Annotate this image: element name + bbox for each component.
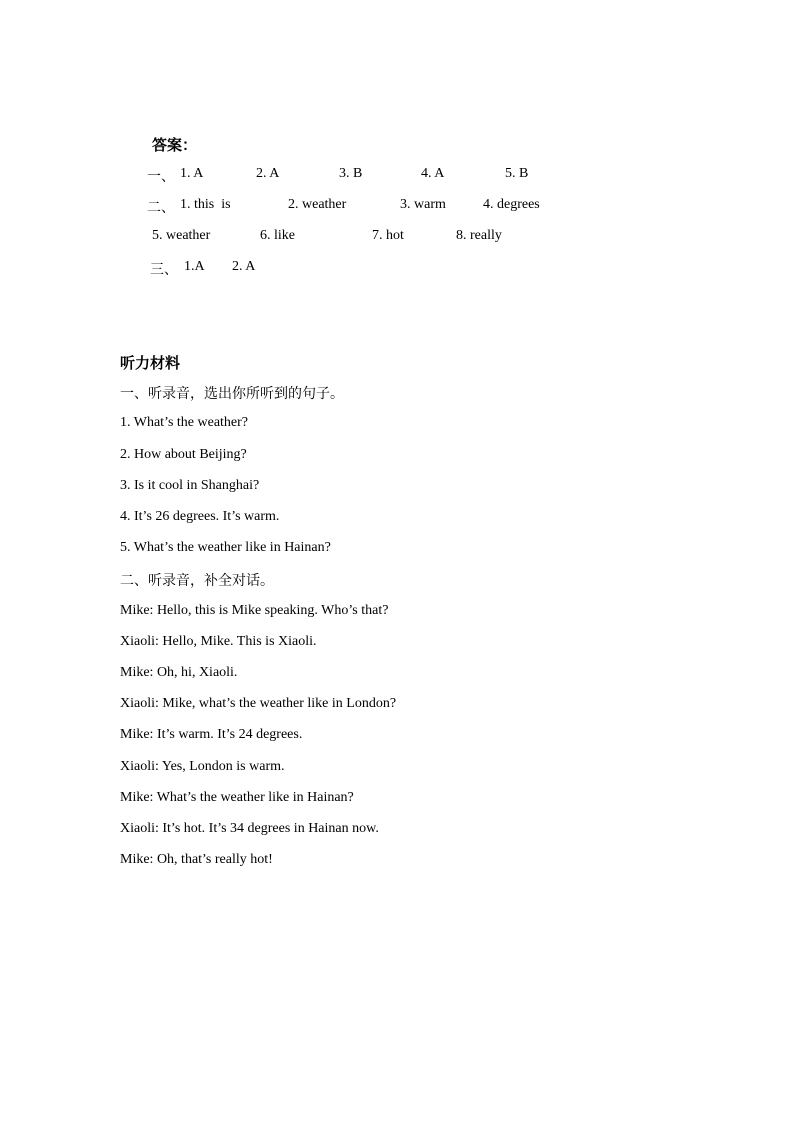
part1-line: 4. It’s 26 degrees. It’s warm. xyxy=(120,509,280,524)
dialogue-line: Mike: Oh, hi, Xiaoli. xyxy=(120,665,238,680)
answer-row-1-prefix: 一、 xyxy=(147,169,175,185)
part1-line: 1. What’s the weather? xyxy=(120,415,249,430)
answer-item: 3. warm xyxy=(400,197,446,212)
answer-item: 6. like xyxy=(260,228,295,243)
dialogue-line: Xiaoli: Hello, Mike. This is Xiaoli. xyxy=(120,634,317,649)
dialogue-line: Mike: Hello, this is Mike speaking. Who’s that? xyxy=(120,603,389,618)
dialogue-line: Mike: It’s warm. It’s 24 degrees. xyxy=(120,727,303,742)
answer-item: 1. A xyxy=(180,166,204,181)
answer-key-title: 答案： xyxy=(152,136,198,154)
part1-line: 2. How about Beijing? xyxy=(120,447,247,462)
dialogue-line: Mike: Oh, that’s really hot! xyxy=(120,852,273,867)
answer-item: 5. weather xyxy=(152,228,211,243)
dialogue-line: Xiaoli: Mike, what’s the weather like in London? xyxy=(120,696,397,711)
part1-line: 3. Is it cool in Shanghai? xyxy=(120,478,260,493)
answer-row-2-prefix: 二、 xyxy=(147,200,175,216)
answer-item: 7. hot xyxy=(372,228,404,243)
listening-title: 听力材料 xyxy=(120,354,181,372)
part1-line: 5. What’s the weather like in Hainan? xyxy=(120,540,331,555)
dialogue-line: Mike: What’s the weather like in Hainan? xyxy=(120,790,354,805)
answer-row-4-prefix: 三、 xyxy=(150,262,178,278)
answer-item: 4. A xyxy=(421,166,445,181)
answer-item: 4. degrees xyxy=(483,197,540,212)
answer-item: 2. weather xyxy=(288,197,347,212)
dialogue-line: Xiaoli: Yes, London is warm. xyxy=(120,759,285,774)
part2-heading: 二、听录音，补全对话。 xyxy=(120,573,274,589)
answer-item: 8. really xyxy=(456,228,502,243)
dialogue-line: Xiaoli: It’s hot. It’s 34 degrees in Hainan now. xyxy=(120,821,379,836)
answer-item: 2. A xyxy=(256,166,280,181)
answer-item: 3. B xyxy=(339,166,363,181)
answer-item: 5. B xyxy=(505,166,529,181)
answer-item: 1.A xyxy=(184,259,205,274)
answer-item: 2. A xyxy=(232,259,256,274)
part1-heading: 一、听录音，选出你所听到的句子。 xyxy=(120,386,344,402)
answer-item: 1. this is xyxy=(180,197,231,212)
